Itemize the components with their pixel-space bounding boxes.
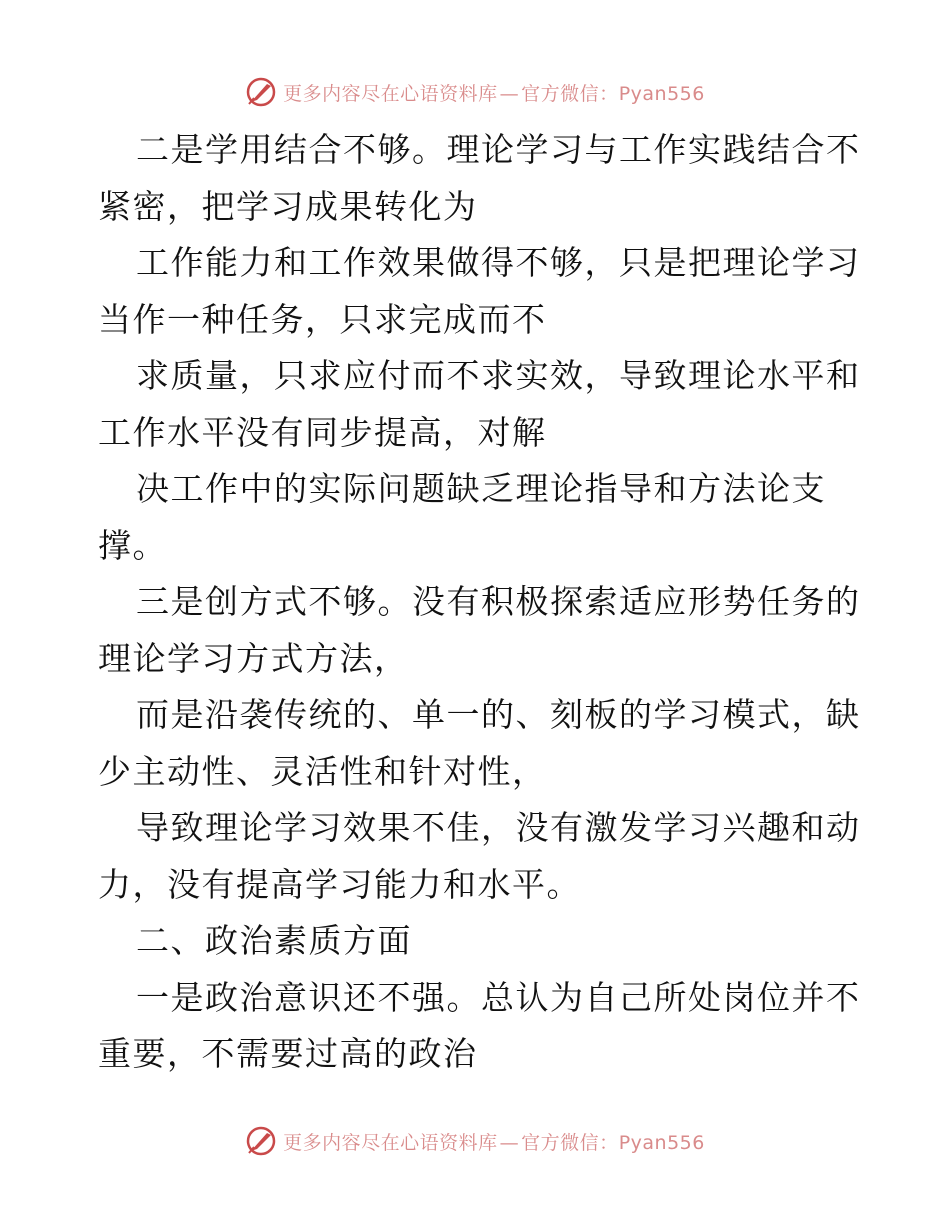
paragraph-line: 工作能力和工作效果做得不够，只是把理论学习 [136, 243, 861, 282]
paragraph-line: 少主动性、灵活性和针对性， [98, 751, 547, 791]
watermark-official: 官方微信： [521, 82, 619, 105]
paragraph-line: 撑。 [98, 525, 167, 565]
paragraph-line: 导致理论学习效果不佳，没有激发学习兴趣和动 [136, 808, 861, 847]
paragraph-line: 当作一种任务，只求完成而不 [98, 299, 547, 339]
watermark-text [283, 1128, 705, 1155]
footer-watermark [0, 1121, 950, 1161]
paragraph-line: 决工作中的实际问题缺乏理论指导和方法论支 [136, 469, 826, 508]
watermark-text [283, 79, 705, 106]
watermark-main: 更多内容尽在心语资料库 [283, 1131, 498, 1154]
paragraph-line: 重要，不需要过高的政治 [98, 1034, 478, 1073]
watermark-official: 官方微信： [521, 1131, 619, 1154]
quill-logo-icon [245, 1125, 277, 1157]
paragraph-line: 工作水平没有同步提高，对解 [98, 412, 547, 452]
watermark-main: 更多内容尽在心语资料库 [283, 82, 498, 105]
watermark-wechat-id: Pyan556 [618, 1131, 705, 1154]
paragraph-line: 一是政治意识还不强。总认为自己所处岗位并不 [136, 977, 861, 1017]
quill-logo-icon [245, 76, 277, 108]
paragraph-line: 力，没有提高学习能力和水平。 [98, 864, 581, 904]
paragraph-line: 三是创方式不够。没有积极探索适应形势任务的 [136, 582, 861, 621]
section-heading: 二、政治素质方面 [136, 921, 412, 960]
watermark-separator: — [499, 1131, 520, 1154]
paragraph-line: 二是学用结合不够。理论学习与工作实践结合不 [136, 130, 861, 169]
paragraph-line: 求质量，只求应付而不求实效，导致理论水平和 [136, 356, 861, 395]
document-body [98, 122, 861, 1083]
watermark-separator: — [499, 82, 520, 105]
paragraph-line: 理论学习方式方法， [98, 638, 409, 678]
paragraph-line: 紧密，把学习成果转化为 [98, 186, 478, 226]
watermark-wechat-id: Pyan556 [618, 82, 705, 105]
header-watermark [0, 72, 950, 112]
paragraph-line: 而是沿袭传统的、单一的、刻板的学习模式，缺 [136, 695, 861, 734]
